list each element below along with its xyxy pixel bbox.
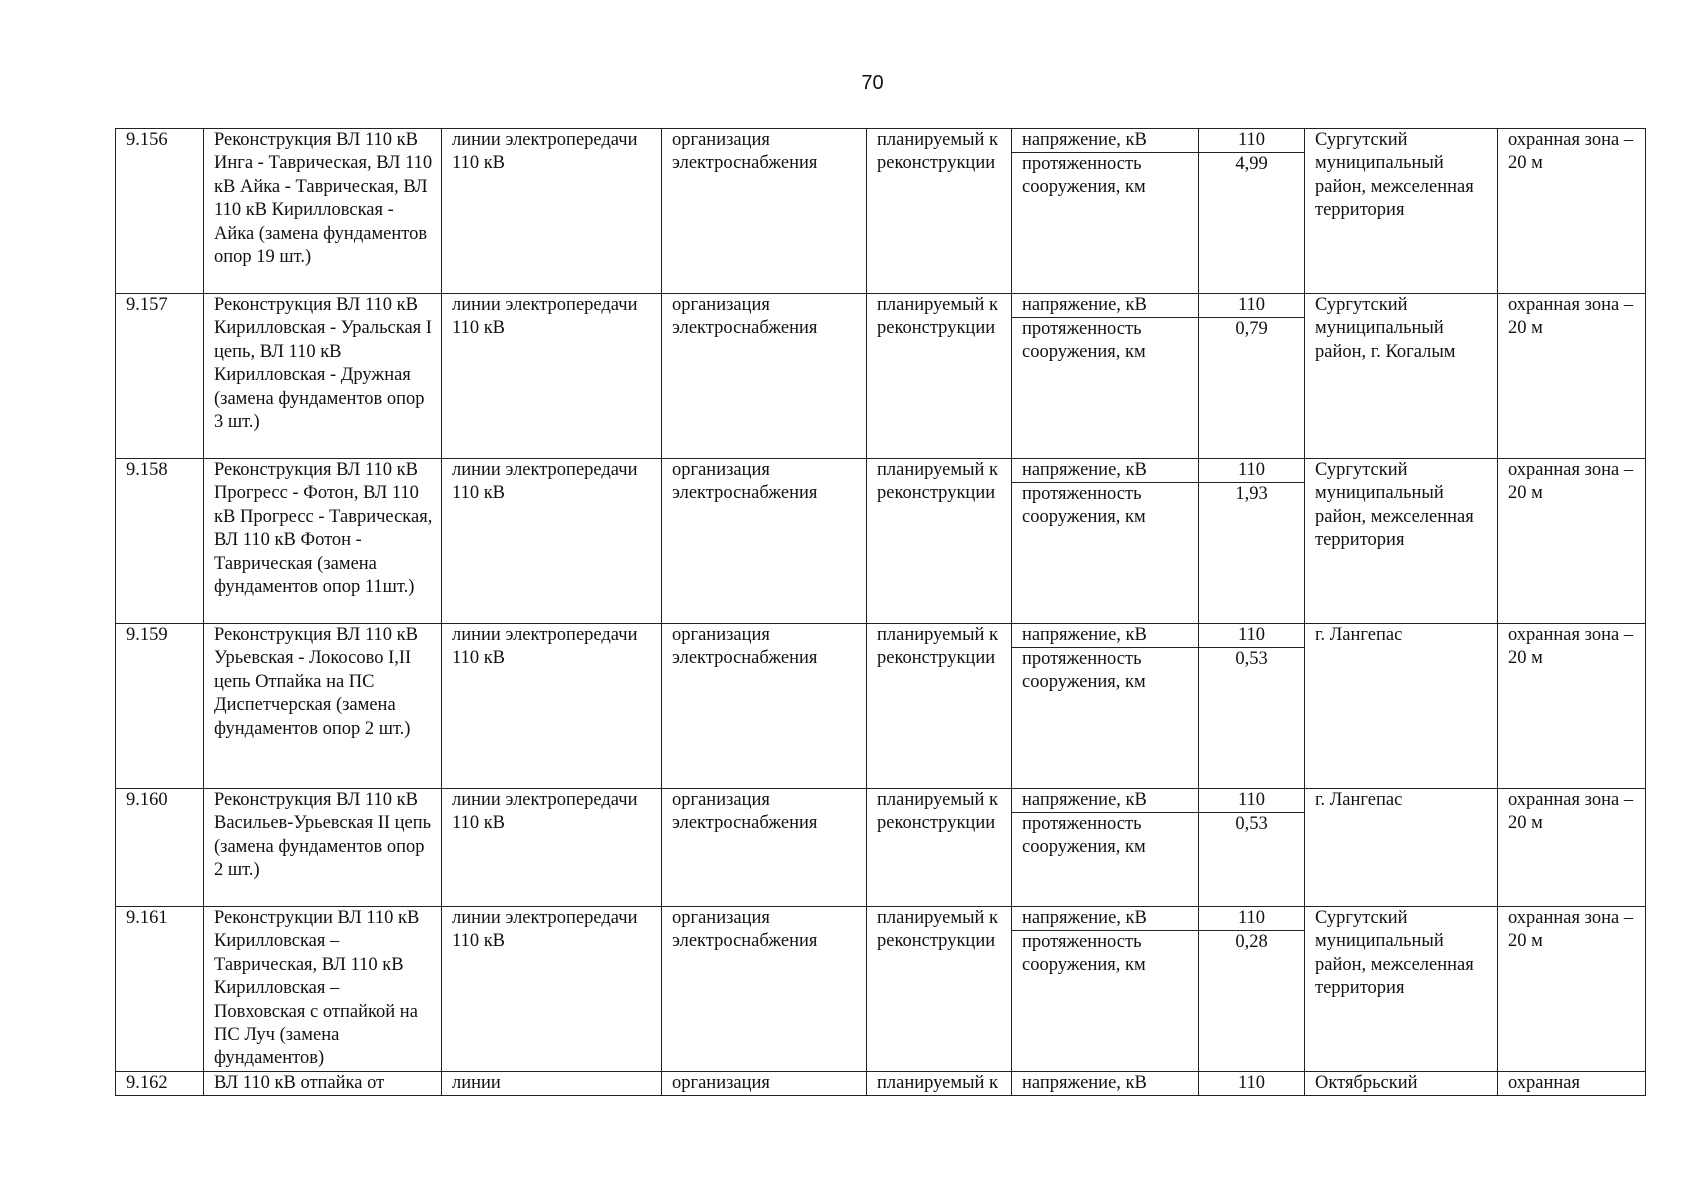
object-name: Реконструкция ВЛ 110 кВ Прогресс - Фотон, ВЛ 110 кВ Прогресс - Таврическая, ВЛ 110 кВ Фотон - Таврическая (замена фундаментов опор 11шт.) [204, 459, 442, 624]
object-name: Реконструкции ВЛ 110 кВ Кирилловская – Таврическая, ВЛ 110 кВ Кирилловская – Повховская с отпайкой на ПС Луч (замена фундаментов) [204, 907, 442, 1072]
parameter-value: 0,79 [1235, 319, 1268, 339]
parameter-name: напряжение, кВ [1012, 907, 1198, 931]
object-location: Сургутский муниципальный район, межселенная территория [1305, 129, 1498, 294]
parameter-value: 0,53 [1235, 649, 1268, 669]
row-number: 9.159 [116, 624, 204, 789]
parameter-name: напряжение, кВ [1012, 789, 1198, 813]
object-type: линии электропередачи 110 кВ [442, 624, 662, 789]
table-row [116, 624, 1646, 789]
row-number: 9.157 [116, 294, 204, 459]
value-cell [1199, 459, 1305, 624]
parameter-cell [1012, 129, 1199, 294]
table-row [116, 294, 1646, 459]
object-purpose: организация электроснабжения [662, 907, 867, 1072]
table-row [116, 907, 1646, 1072]
object-purpose: организация электроснабжения [662, 129, 867, 294]
object-status: планируемый к реконструкции [867, 129, 1012, 294]
object-status: планируемый к реконструкции [867, 789, 1012, 907]
object-purpose: организация электроснабжения [662, 789, 867, 907]
parameter-name: протяженность сооружения, км [1022, 814, 1146, 858]
parameter-cell [1012, 294, 1199, 459]
object-location: Октябрьский [1305, 1072, 1498, 1096]
object-name: Реконструкция ВЛ 110 кВ Кирилловская - Уральская I цепь, ВЛ 110 кВ Кирилловская - Дружная (замена фундаментов опор 3 шт.) [204, 294, 442, 459]
object-location: Сургутский муниципальный район, межселенная территория [1305, 907, 1498, 1072]
object-name: ВЛ 110 кВ отпайка от [204, 1072, 442, 1096]
object-type: линии электропередачи 110 кВ [442, 907, 662, 1072]
object-name: Реконструкция ВЛ 110 кВ Урьевская - Локосово I,II цепь Отпайка на ПС Диспетчерская (замена фундаментов опор 2 шт.) [204, 624, 442, 789]
parameter-value: 110 [1237, 1073, 1266, 1093]
object-purpose: организация электроснабжения [662, 624, 867, 789]
object-status: планируемый к реконструкции [867, 907, 1012, 1072]
object-name: Реконструкция ВЛ 110 кВ Инга - Таврическая, ВЛ 110 кВ Айка - Таврическая, ВЛ 110 кВ Кирилловская - Айка (замена фундаментов опор 19 шт.) [204, 129, 442, 294]
object-type: линии [442, 1072, 662, 1096]
parameter-name: напряжение, кВ [1012, 294, 1198, 318]
object-type: линии электропередачи 110 кВ [442, 459, 662, 624]
objects-register-table [115, 128, 1646, 1096]
row-number: 9.162 [116, 1072, 204, 1096]
object-name: Реконструкция ВЛ 110 кВ Васильев-Урьевская II цепь (замена фундаментов опор 2 шт.) [204, 789, 442, 907]
parameter-name: напряжение, кВ [1012, 129, 1198, 153]
value-cell [1199, 129, 1305, 294]
object-purpose: организация [662, 1072, 867, 1096]
object-status: планируемый к реконструкции [867, 624, 1012, 789]
object-zone: охранная зона – 20 м [1498, 907, 1646, 1072]
parameter-value: 110 [1199, 459, 1304, 483]
object-status: планируемый к реконструкции [867, 294, 1012, 459]
row-number: 9.160 [116, 789, 204, 907]
parameter-value: 0,53 [1235, 814, 1268, 834]
object-location: Сургутский муниципальный район, г. Когалым [1305, 294, 1498, 459]
row-number: 9.161 [116, 907, 204, 1072]
value-cell [1199, 624, 1305, 789]
value-cell [1199, 294, 1305, 459]
object-zone: охранная зона – 20 м [1498, 459, 1646, 624]
object-zone: охранная зона – 20 м [1498, 129, 1646, 294]
page-number: 70 [861, 72, 884, 94]
value-cell [1199, 907, 1305, 1072]
value-cell [1199, 1072, 1305, 1096]
object-zone: охранная зона – 20 м [1498, 294, 1646, 459]
table-row [116, 459, 1646, 624]
value-cell [1199, 789, 1305, 907]
parameter-cell [1012, 459, 1199, 624]
parameter-name: напряжение, кВ [1012, 624, 1198, 648]
object-purpose: организация электроснабжения [662, 294, 867, 459]
parameter-name: протяженность сооружения, км [1022, 932, 1146, 976]
parameter-cell [1012, 907, 1199, 1072]
parameter-name: протяженность сооружения, км [1022, 484, 1146, 528]
object-zone: охранная зона – 20 м [1498, 789, 1646, 907]
object-type: линии электропередачи 110 кВ [442, 789, 662, 907]
parameter-value: 110 [1199, 129, 1304, 153]
object-status: планируемый к реконструкции [867, 459, 1012, 624]
parameter-name: напряжение, кВ [1012, 459, 1198, 483]
parameter-cell [1012, 1072, 1199, 1096]
object-purpose: организация электроснабжения [662, 459, 867, 624]
table-row [116, 129, 1646, 294]
object-zone: охранная зона – 20 м [1498, 624, 1646, 789]
object-type: линии электропередачи 110 кВ [442, 129, 662, 294]
parameter-name: протяженность сооружения, км [1022, 649, 1146, 693]
parameter-cell [1012, 624, 1199, 789]
parameter-cell [1012, 789, 1199, 907]
parameter-value: 0,28 [1235, 932, 1268, 952]
row-number: 9.158 [116, 459, 204, 624]
row-number: 9.156 [116, 129, 204, 294]
object-type: линии электропередачи 110 кВ [442, 294, 662, 459]
parameter-name: протяженность сооружения, км [1022, 154, 1146, 198]
object-status: планируемый к [867, 1072, 1012, 1096]
table-row [116, 789, 1646, 907]
parameter-value: 110 [1199, 907, 1304, 931]
parameter-value: 4,99 [1235, 154, 1268, 174]
object-location: г. Лангепас [1305, 789, 1498, 907]
parameter-name: протяженность сооружения, км [1022, 319, 1146, 363]
parameter-value: 1,93 [1235, 484, 1268, 504]
object-zone: охранная [1498, 1072, 1646, 1096]
table-row [116, 1072, 1646, 1096]
object-location: Сургутский муниципальный район, межселенная территория [1305, 459, 1498, 624]
object-location: г. Лангепас [1305, 624, 1498, 789]
parameter-value: 110 [1199, 294, 1304, 318]
parameter-value: 110 [1199, 789, 1304, 813]
parameter-name: напряжение, кВ [1022, 1073, 1147, 1093]
parameter-value: 110 [1199, 624, 1304, 648]
